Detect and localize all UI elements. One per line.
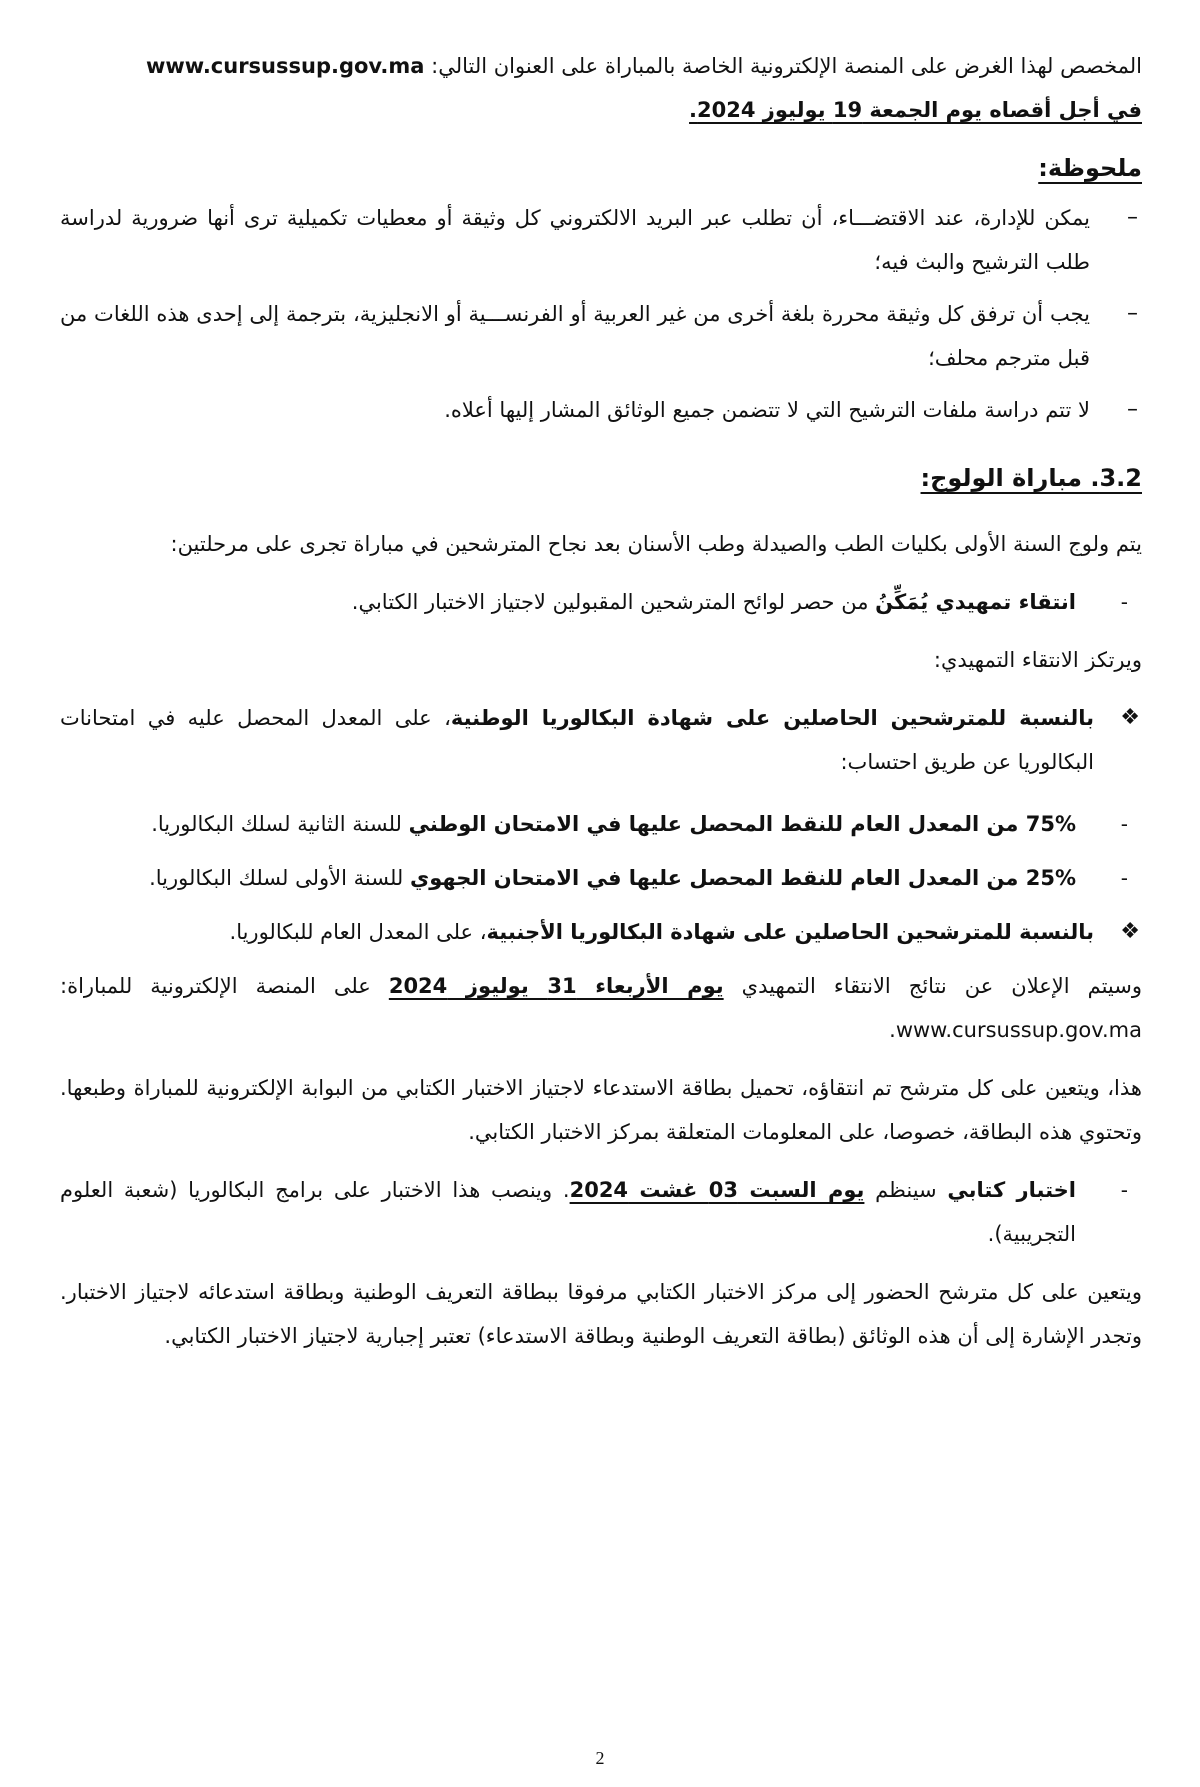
foreign-bac-bold: بالنسبة للمترشحين الحاصلين على شهادة البكالوريا الأجنبية xyxy=(486,920,1094,944)
weight-item xyxy=(60,856,1142,900)
foreign-bac-item xyxy=(60,910,1142,954)
attendance-paragraph: ويتعين على كل مترشح الحضور إلى مركز الاختبار الكتابي مرفوقا ببطاقة التعريف الوطنية وبطاقة استدعائه لاجتياز الاختبار. وتجدر الإشارة إلى أن هذه الوثائق (بطاقة التعريف الوطنية وبطاقة الاستدعاء) تعتبر إجبارية لاجتياز الاختبار الكتابي. xyxy=(60,1280,1142,1348)
weight-item-text: للسنة الأولى لسلك البكالوريا. xyxy=(149,866,410,890)
note-item xyxy=(60,196,1142,284)
section-heading: 3.2. مباراة الولوج: xyxy=(920,464,1142,492)
weight-item-bold: 75% من المعدل العام للنقط المحصل عليها في الامتحان الوطني xyxy=(408,812,1076,836)
deadline-text: في أجل أقصاه يوم الجمعة 19 يوليوز 2024. xyxy=(689,98,1142,122)
intro-text: المخصص لهذا الغرض على المنصة الإلكترونية الخاصة بالمباراة على العنوان التالي: xyxy=(424,54,1142,78)
convocation-paragraph: هذا، ويتعين على كل مترشح تم انتقاؤه، تحميل بطاقة الاستدعاء لاجتياز الاختبار الكتابي من البوابة الإلكترونية للمباراة وطبعها. وتحتوي هذه البطاقة، خصوصا، على المعلومات المتعلقة بمركز الاختبار الكتابي. xyxy=(60,1076,1142,1144)
note-item-text: لا تتم دراسة ملفات الترشيح التي لا تتضمن جميع الوثائق المشار إليها أعلاه. xyxy=(444,398,1090,422)
note-item-text: يمكن للإدارة، عند الاقتضـــاء، أن تطلب عبر البريد الالكتروني كل وثيقة أو معطيات تكميلية ترى أنها ضرورية لدراسة طلب الترشيح والبث فيه؛ xyxy=(60,206,1090,274)
hyphen-marker: - xyxy=(1120,1178,1128,1202)
foreign-bac-text: ، على المعدل العام للبكالوريا. xyxy=(229,920,487,944)
announcement-end: . xyxy=(889,1018,896,1042)
announcement-paragraph xyxy=(60,964,1142,1052)
preselection-text: من حصر لوائح المترشحين المقبولين لاجتياز الاختبار الكتابي. xyxy=(351,590,876,614)
diamond-bullet-icon: ❖ xyxy=(1120,705,1140,730)
hyphen-marker: - xyxy=(1120,812,1128,836)
preselection-bold: انتقاء تمهيدي يُمَكِّنُ xyxy=(875,590,1076,614)
written-exam-text1: سينظم xyxy=(864,1178,948,1202)
section-intro: يتم ولوج السنة الأولى بكليات الطب والصيدلة وطب الأسنان بعد نجاح المترشحين في مباراة تجرى على مرحلتين: xyxy=(170,532,1142,556)
dash-marker: – xyxy=(1127,301,1138,326)
announcement-before: وسيتم الإعلان عن نتائج الانتقاء التمهيدي xyxy=(723,974,1142,998)
diamond-bullet-icon: ❖ xyxy=(1120,919,1140,944)
note-item-text: يجب أن ترفق كل وثيقة محررة بلغة أخرى من غير العربية أو الفرنســـية أو الانجليزية، بترجمة إلى إحدى هذه اللغات من قبل مترجم محلف؛ xyxy=(60,302,1090,370)
basis-intro: ويرتكز الانتقاء التمهيدي: xyxy=(933,648,1142,672)
weight-item xyxy=(60,802,1142,846)
platform-url[interactable]: www.cursussup.gov.ma xyxy=(145,54,425,78)
dash-marker: – xyxy=(1127,397,1138,422)
weight-item-bold: 25% من المعدل العام للنقط المحصل عليها في الامتحان الجهوي xyxy=(410,866,1076,890)
written-exam-item xyxy=(60,1168,1142,1256)
page-number: 2 xyxy=(595,1748,605,1768)
hyphen-marker: - xyxy=(1120,866,1128,890)
weight-item-text: للسنة الثانية لسلك البكالوريا. xyxy=(151,812,409,836)
dash-marker: – xyxy=(1127,205,1138,230)
document-body xyxy=(60,44,1142,1358)
intro-line xyxy=(60,44,1142,88)
written-exam-bold: اختبار كتابي xyxy=(947,1178,1076,1202)
announcement-date: يوم الأربعاء 31 يوليوز 2024 xyxy=(388,974,724,998)
announcement-url[interactable]: www.cursussup.gov.ma xyxy=(895,1018,1142,1042)
national-bac-bold: بالنسبة للمترشحين الحاصلين على شهادة البكالوريا الوطنية xyxy=(450,706,1095,730)
national-bac-text: ، على المعدل المحصل عليه في امتحانات البكالوريا عن طريق احتساب: xyxy=(60,706,1094,774)
note-heading: ملحوظة: xyxy=(1038,154,1142,182)
note-item xyxy=(60,292,1142,380)
hyphen-marker: - xyxy=(1120,590,1128,614)
national-bac-item xyxy=(60,696,1142,784)
note-item xyxy=(60,388,1142,432)
deadline-line xyxy=(60,88,1142,132)
written-exam-text2: . وينصب هذا الاختبار على برامج البكالوريا (شعبة العلوم التجريبية). xyxy=(60,1178,1076,1246)
preselection-item xyxy=(60,580,1142,624)
written-exam-date: يوم السبت 03 غشت 2024 xyxy=(569,1178,865,1202)
announcement-after: على المنصة الإلكترونية للمباراة: xyxy=(60,974,389,998)
